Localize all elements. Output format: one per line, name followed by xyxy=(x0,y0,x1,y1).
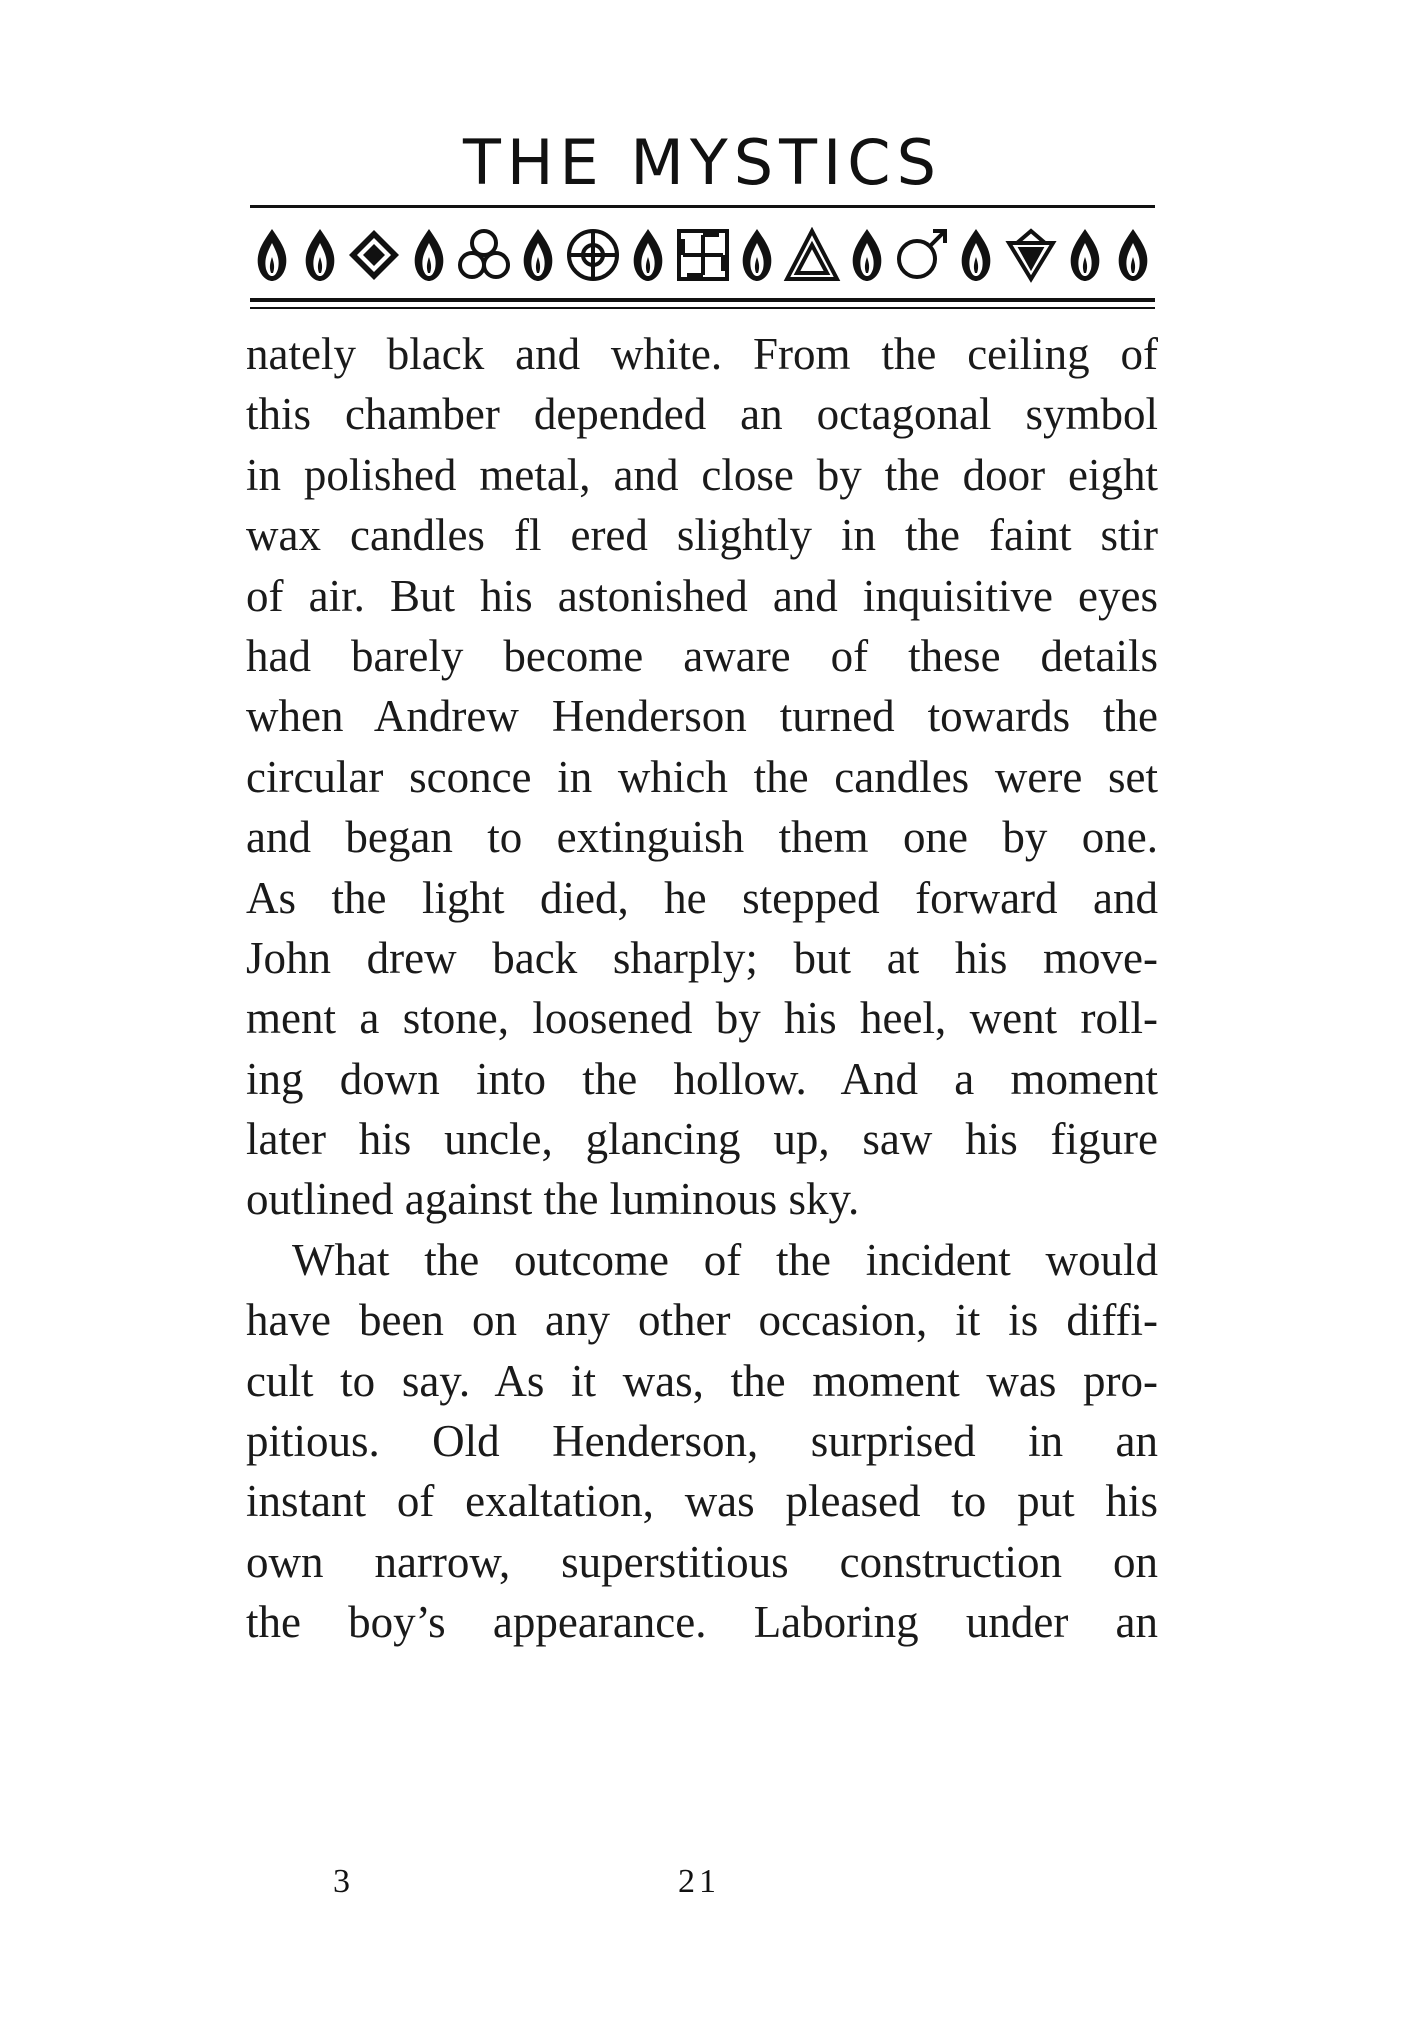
body-text xyxy=(246,324,1158,1653)
text-line: had barely become aware of these details xyxy=(246,630,1158,681)
gem-icon xyxy=(1002,227,1060,283)
header-rule-bottom-thin xyxy=(250,307,1155,309)
flame-icon xyxy=(407,227,451,283)
diamond-icon xyxy=(345,227,403,283)
signature-mark: 3 xyxy=(333,1863,350,1900)
text-line: when Andrew Henderson turned towards the xyxy=(246,691,1158,742)
header-rule-top xyxy=(250,205,1155,208)
text-line: circular sconce in which the candles were set xyxy=(246,751,1158,802)
text-line: John drew back sharply; but at his move- xyxy=(246,932,1158,983)
text-line: ment a stone, loosened by his heel, went roll- xyxy=(246,993,1158,1044)
text-line: and began to extinguish them one by one. xyxy=(246,812,1158,863)
text-line: this chamber depended an octagonal symbol xyxy=(246,389,1158,440)
text-line: have been on any other occasion, it is diffi- xyxy=(246,1295,1158,1346)
running-head: THE MYSTICS xyxy=(463,126,942,199)
flame-icon xyxy=(298,227,342,283)
flame-icon xyxy=(845,227,889,283)
text-line: of air. But his astonished and inquisitive eyes xyxy=(246,570,1158,621)
text-line: What the outcome of the incident would xyxy=(292,1234,1158,1285)
text-line: later his uncle, glancing up, saw his figure xyxy=(246,1114,1158,1165)
text-line: wax candles fl ered slightly in the faint stir xyxy=(246,510,1158,561)
text-line: own narrow, superstitious construction on xyxy=(246,1536,1158,1587)
text-line: cult to say. As it was, the moment was pro- xyxy=(246,1355,1158,1406)
flame-icon xyxy=(954,227,998,283)
flame-icon xyxy=(735,227,779,283)
flame-icon xyxy=(1063,227,1107,283)
text-line: nately black and white. From the ceiling of xyxy=(246,329,1158,379)
text-line: outlined against the luminous sky. xyxy=(246,1174,860,1225)
header-rule-bottom xyxy=(250,298,1155,302)
mars-icon xyxy=(892,227,950,283)
flame-icon xyxy=(626,227,670,283)
text-line: instant of exaltation, was pleased to put his xyxy=(246,1476,1158,1527)
text-line: pitious. Old Henderson, surprised in an xyxy=(246,1416,1158,1467)
text-line: As the light died, he stepped forward and xyxy=(246,872,1158,923)
flame-icon xyxy=(1111,227,1155,283)
text-line: ing down into the hollow. And a moment xyxy=(246,1053,1158,1104)
swastika-icon xyxy=(674,227,732,283)
triangle-icon xyxy=(783,227,841,283)
trefoil-icon xyxy=(455,227,513,283)
page-number: 21 xyxy=(678,1863,720,1900)
circled-cross-icon xyxy=(564,227,622,283)
text-line: the boy’s appearance. Laboring under an xyxy=(246,1597,1158,1648)
flame-icon xyxy=(250,227,294,283)
flame-icon xyxy=(516,227,560,283)
ornament-band xyxy=(250,222,1155,288)
text-line: in polished metal, and close by the door eight xyxy=(246,449,1158,500)
